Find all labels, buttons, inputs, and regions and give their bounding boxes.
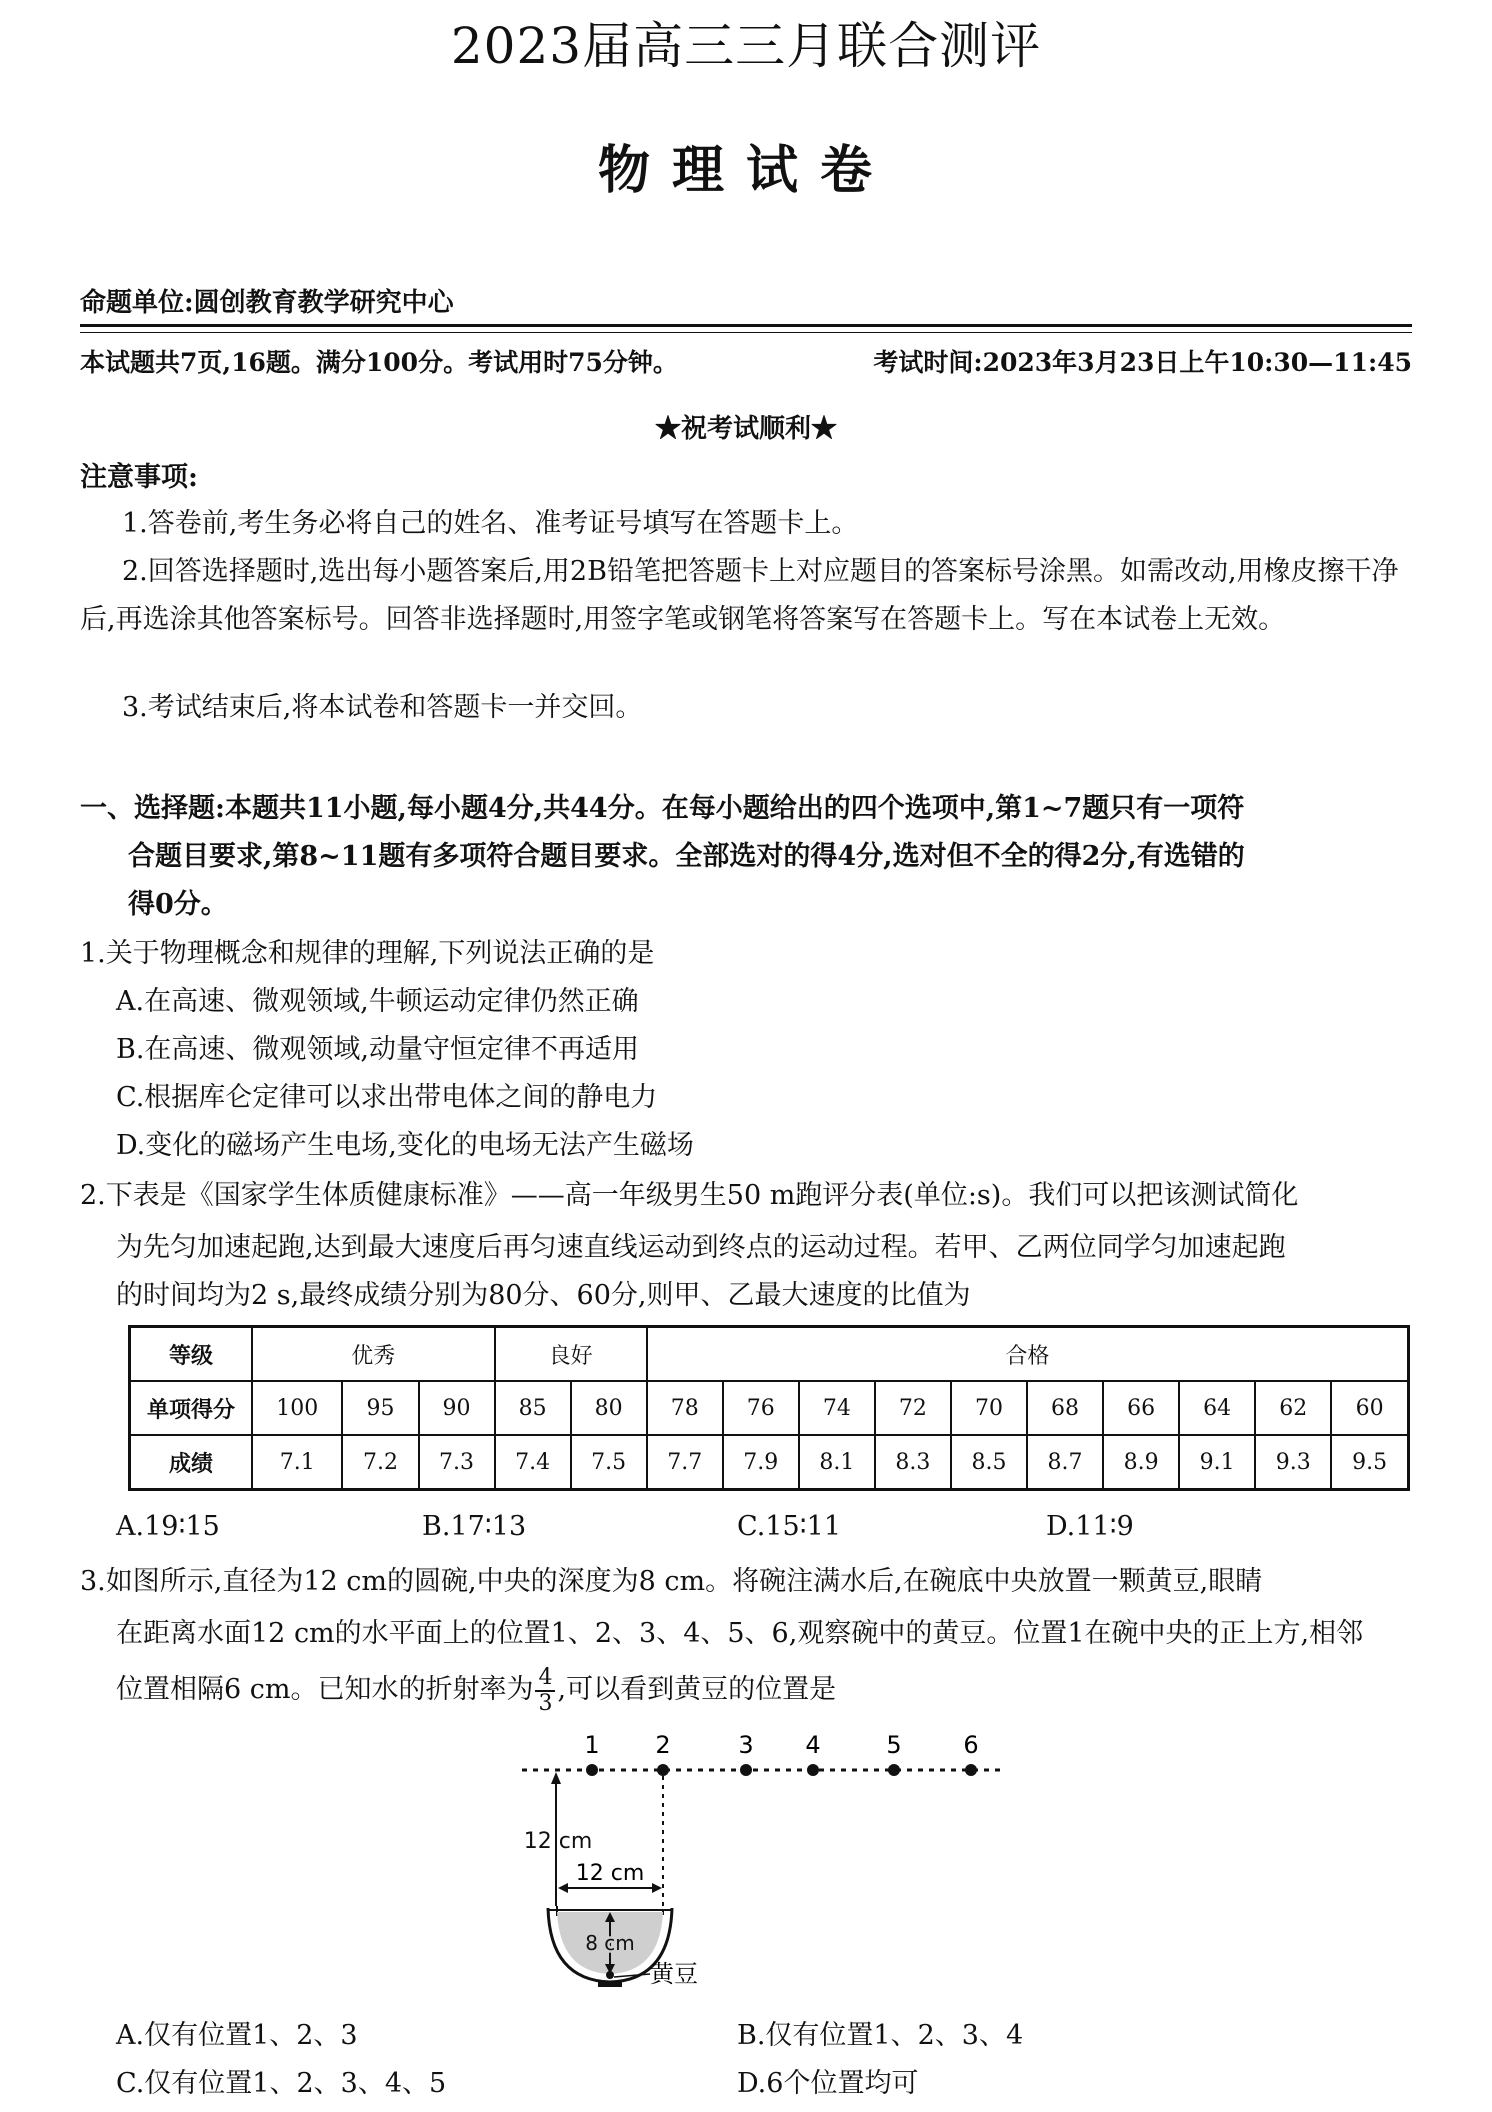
q3-option-b: B.仅有位置1、2、3、4: [737, 2020, 1024, 2051]
position-dot-1: [586, 1764, 598, 1776]
time-cell: 7.3: [419, 1435, 495, 1490]
grade-excellent: 优秀: [252, 1327, 495, 1382]
width-arrow-left: [558, 1883, 568, 1893]
time-cell: 8.1: [799, 1435, 875, 1490]
exam-info: 本试题共7页,16题。满分100分。考试用时75分钟。: [80, 348, 678, 377]
section-1-line-1: 一、选择题:本题共11小题,每小题4分,共44分。在每小题给出的四个选项中,第1~7题只有一项符: [80, 793, 1245, 824]
table-row: [130, 1327, 1409, 1382]
time-cell: 7.5: [571, 1435, 647, 1490]
score-cell: 95: [342, 1381, 418, 1435]
width-arrow-right: [652, 1883, 662, 1893]
q2-option-b: B.17∶13: [422, 1511, 527, 1542]
height-label: 12 cm: [523, 1829, 593, 1854]
score-cell: 60: [1331, 1381, 1408, 1435]
q1-option-b: B.在高速、微观领域,动量守恒定律不再适用: [116, 1034, 640, 1065]
position-label-3: 3: [738, 1731, 754, 1759]
q1-stem: 1.关于物理概念和规律的理解,下列说法正确的是: [80, 938, 655, 969]
bowl-figure: [500, 1720, 1020, 1990]
score-cell: 72: [875, 1381, 951, 1435]
score-cell: 62: [1255, 1381, 1331, 1435]
time-cell: 8.5: [951, 1435, 1027, 1490]
time-cell: 8.9: [1103, 1435, 1179, 1490]
time-cell: 7.9: [723, 1435, 799, 1490]
score-cell: 100: [252, 1381, 342, 1435]
bean-dot: [606, 1971, 614, 1979]
author-unit: 命题单位:圆创教育教学研究中心: [80, 288, 454, 318]
position-label-5: 5: [886, 1731, 902, 1759]
q2-option-d: D.11∶9: [1046, 1511, 1134, 1542]
fraction-numerator: 4: [535, 1666, 555, 1692]
score-cell: 90: [419, 1381, 495, 1435]
q2-stem-line-2: 为先匀加速起跑,达到最大速度后再匀速直线运动到终点的运动过程。若甲、乙两位同学匀加速起跑: [116, 1232, 1286, 1263]
score-cell: 74: [799, 1381, 875, 1435]
grade-good: 良好: [495, 1327, 647, 1382]
q3-stem-line-2: 在距离水面12 cm的水平面上的位置1、2、3、4、5、6,观察碗中的黄豆。位置1在碗中央的正上方,相邻: [116, 1618, 1364, 1649]
notice-item-3: 3.考试结束后,将本试卷和答题卡一并交回。: [122, 692, 643, 723]
depth-label: 8 cm: [585, 1931, 635, 1955]
bean-label: 黄豆: [650, 1960, 698, 1988]
exam-time: 考试时间:2023年3月23日上午10:30—11:45: [873, 348, 1412, 377]
time-cell: 7.2: [342, 1435, 418, 1490]
table-row: [130, 1381, 1409, 1435]
section-1-instructions: [80, 785, 1410, 929]
q1-option-c: C.根据库仑定律可以求出带电体之间的静电力: [116, 1082, 658, 1113]
q3-option-d: D.6个位置均可: [737, 2068, 919, 2099]
q3-stem-line-3: [116, 1660, 836, 1720]
score-cell: 78: [647, 1381, 723, 1435]
score-cell: 64: [1179, 1381, 1255, 1435]
position-label-6: 6: [963, 1731, 979, 1759]
time-cell: 7.4: [495, 1435, 571, 1490]
q2-option-c: C.15∶11: [737, 1511, 842, 1542]
score-cell: 85: [495, 1381, 571, 1435]
time-cell: 9.3: [1255, 1435, 1331, 1490]
score-cell: 68: [1027, 1381, 1103, 1435]
bowl-foot: [598, 1981, 622, 1987]
position-dot-5: [888, 1764, 900, 1776]
notice-heading: 注意事项:: [80, 462, 198, 493]
score-cell: 80: [571, 1381, 647, 1435]
subject-title: 物理试卷: [597, 140, 894, 201]
time-cell: 8.7: [1027, 1435, 1103, 1490]
score-cell: 70: [951, 1381, 1027, 1435]
section-1-line-2: 合题目要求,第8~11题有多项符合题目要求。全部选对的得4分,选对但不全的得2分,有选错的: [128, 841, 1245, 872]
position-label-2: 2: [655, 1731, 671, 1759]
score-table: [128, 1325, 1410, 1491]
row-label-score: 单项得分: [130, 1381, 253, 1435]
score-cell: 76: [723, 1381, 799, 1435]
row-label-grade: 等级: [130, 1327, 253, 1382]
position-label-1: 1: [584, 1731, 600, 1759]
q2-option-a: A.19∶15: [116, 1511, 220, 1542]
position-label-4: 4: [805, 1731, 821, 1759]
notice-item-1: 1.答卷前,考生务必将自己的姓名、准考证号填写在答题卡上。: [122, 508, 859, 539]
q1-option-d: D.变化的磁场产生电场,变化的电场无法产生磁场: [116, 1130, 694, 1161]
q3-stem-line-3-post: ,可以看到黄豆的位置是: [557, 1674, 837, 1705]
q2-stem-line-1: 2.下表是《国家学生体质健康标准》——高一年级男生50 m跑评分表(单位:s)。我们可以把该测试简化: [80, 1180, 1299, 1211]
bean-leader: [614, 1974, 650, 1977]
position-dot-3: [740, 1764, 752, 1776]
time-cell: 7.7: [647, 1435, 723, 1490]
q2-stem-line-3: 的时间均为2 s,最终成绩分别为80分、60分,则甲、乙最大速度的比值为: [116, 1280, 971, 1311]
position-dot-6: [965, 1764, 977, 1776]
q3-option-a: A.仅有位置1、2、3: [116, 2020, 358, 2051]
position-dot-4: [807, 1764, 819, 1776]
width-label: 12 cm: [575, 1861, 645, 1886]
section-1-line-3: 得0分。: [128, 889, 228, 920]
q3-stem-line-1: 3.如图所示,直径为12 cm的圆碗,中央的深度为8 cm。将碗注满水后,在碗底中央放置一颗黄豆,眼睛: [80, 1566, 1263, 1597]
score-cell: 66: [1103, 1381, 1179, 1435]
time-cell: 9.1: [1179, 1435, 1255, 1490]
fraction-denominator: 3: [538, 1690, 553, 1716]
header-rule-thick: [80, 324, 1412, 327]
refractive-index-fraction: [535, 1666, 555, 1716]
exam-title: 2023届高三三月联合测评: [450, 17, 1042, 75]
row-label-time: 成绩: [130, 1435, 253, 1490]
good-luck-banner: ★祝考试顺利★: [654, 414, 837, 444]
time-cell: 8.3: [875, 1435, 951, 1490]
position-dot-2: [657, 1764, 669, 1776]
height-arrow-head: [551, 1772, 561, 1784]
table-row: [130, 1435, 1409, 1490]
notice-item-2: 2.回答选择题时,选出每小题答案后,用2B铅笔把答题卡上对应题目的答案标号涂黑。如需改动,用橡皮擦干净后,再选涂其他答案标号。回答非选择题时,用签字笔或钢笔将答案写在答题卡上。写在本试卷上无效。: [80, 556, 1399, 635]
time-cell: 9.5: [1331, 1435, 1408, 1490]
q3-stem-line-3-pre: 位置相隔6 cm。已知水的折射率为: [116, 1674, 534, 1705]
grade-pass: 合格: [647, 1327, 1409, 1382]
q1-option-a: A.在高速、微观领域,牛顿运动定律仍然正确: [116, 986, 639, 1017]
q3-option-c: C.仅有位置1、2、3、4、5: [116, 2068, 447, 2099]
time-cell: 7.1: [252, 1435, 342, 1490]
header-rule-thin: [80, 332, 1412, 333]
